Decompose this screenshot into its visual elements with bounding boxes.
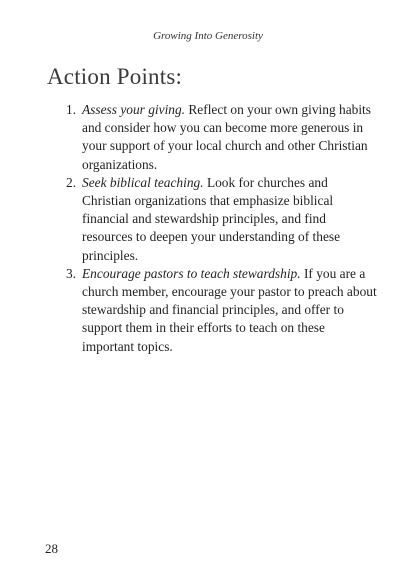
section-heading: Action Points: [47, 64, 183, 89]
list-item [47, 101, 377, 174]
running-head: Growing Into Generosity [153, 30, 263, 42]
page-number: 28 [45, 541, 58, 556]
list-item-number: 1. [66, 102, 77, 117]
list-item-title: Assess your giving. [82, 102, 189, 117]
list-item-title: Seek biblical teaching. [82, 174, 207, 190]
list-item-number: 3. [66, 265, 77, 281]
list-item-title: Encourage pastors to teach stewardship. [82, 265, 304, 281]
list-item-number: 2. [66, 174, 77, 190]
list-item [47, 174, 377, 265]
list-item-body: If you are a church member, encourage your pastor to preach about stewardship and financial principles, and offer to support them in their efforts to teach on these important topics. [82, 265, 377, 354]
action-points-list [47, 101, 377, 356]
list-item [47, 265, 377, 356]
list-item-body: Reflect on your own giving habits and consider how you can become more generous in your support of your local church and other Christian organizations. [82, 102, 371, 172]
list-item-body: Look for churches and Christian organizations that emphasize biblical financial and stewardship principles, and find resources to deepen your understanding of these principles. [82, 174, 341, 263]
